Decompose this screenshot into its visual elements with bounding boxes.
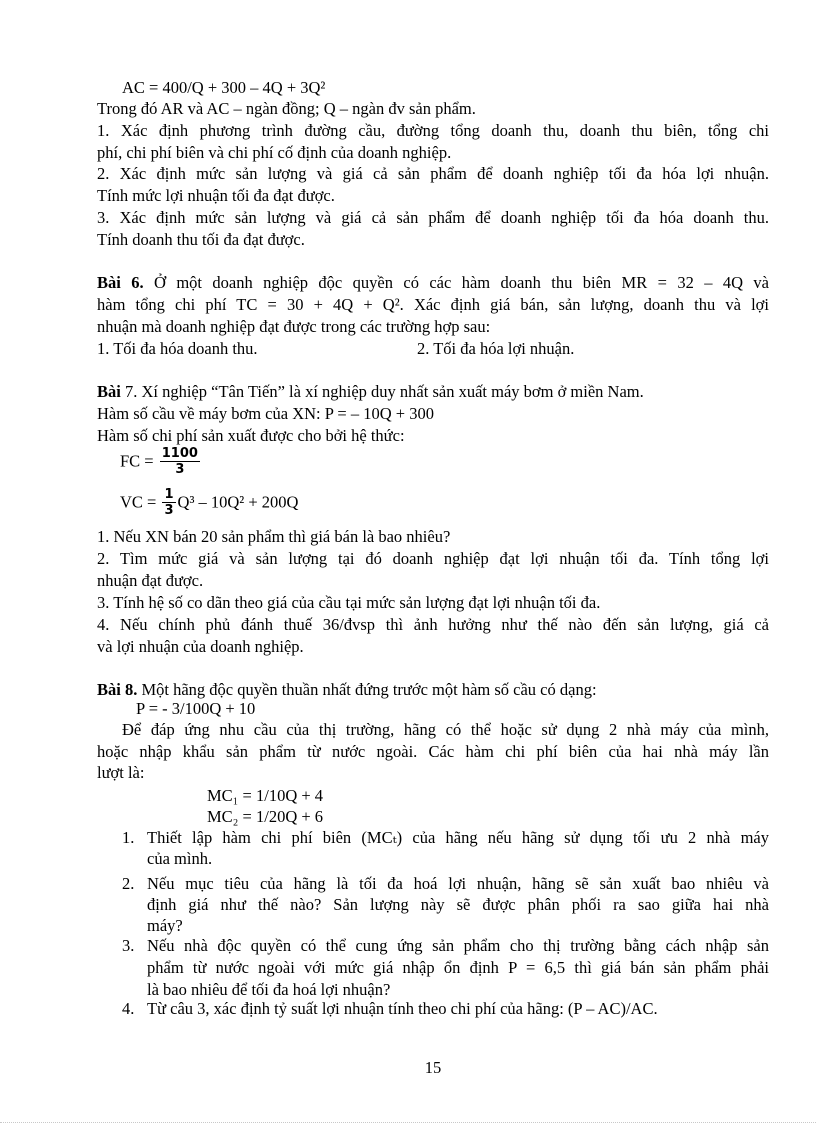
vc-denominator: 3: [164, 503, 174, 518]
top-q3-line2: Tính doanh thu tối đa đạt được.: [97, 230, 305, 249]
item-number: 4.: [122, 999, 135, 1018]
bai8-para-line1: Để đáp ứng nhu cầu của thị trường, hãng có thể hoặc sử dụng 2 nhà máy của mình,: [122, 720, 769, 739]
bai7-q2-line1: 2. Tìm mức giá và sản lượng tại đó doanh nghiệp đạt lợi nhuận tối đa. Tính tổng lợi: [97, 549, 769, 568]
vc-rest: Q³ – 10Q² + 200Q: [177, 492, 299, 512]
vc-label: VC =: [120, 492, 161, 512]
fc-numerator: 1100: [161, 446, 198, 461]
fc-formula: [120, 446, 202, 477]
ac-formula: AC = 400/Q + 300 – 4Q + 3Q²: [122, 78, 326, 97]
bai6-text1: Ở một doanh nghiệp độc quyền có các hàm doanh thu biên MR = 32 – 4Q và: [143, 273, 770, 292]
item-line: Nếu nhà độc quyền có thể cung ứng sản phẩm cho thị trường bằng cách nhập sản: [147, 936, 769, 955]
bai6-option-1: 1. Tối đa hóa doanh thu.: [97, 339, 258, 358]
bai6-line2: hàm tổng chi phí TC = 30 + 4Q + Q². Xác định giá bán, sản lượng, doanh thu và lợi: [97, 295, 769, 314]
bai7-demand: Hàm số cầu về máy bơm của XN: P = – 10Q + 300: [97, 404, 434, 423]
fc-fraction: [160, 446, 200, 477]
bai7-cost-intro: Hàm số chi phí sản xuất được cho bởi hệ thức:: [97, 426, 405, 445]
top-q2-line1: 2. Xác định mức sản lượng và giá cả sản phẩm để doanh nghiệp tối đa hóa lợi nhuận.: [97, 164, 769, 183]
item-line: Từ câu 3, xác định tỷ suất lợi nhuận tính theo chi phí của hãng: (P – AC)/AC.: [147, 999, 658, 1018]
bai7-label: Bài: [97, 382, 121, 401]
page-number: 15: [424, 1058, 442, 1077]
bai6-line3: nhuận mà doanh nghiệp đạt được trong các trường hợp sau:: [97, 317, 491, 336]
item-number: 3.: [122, 936, 135, 955]
bai8-para-line3: lượt là:: [97, 763, 145, 782]
bai7-q4-line2: và lợi nhuận của doanh nghiệp.: [97, 637, 304, 656]
top-q3-line1: 3. Xác định mức sản lượng và giá cả sản phẩm để doanh nghiệp tối đa hóa doanh thu.: [97, 208, 769, 227]
bai7-q3: 3. Tính hệ số co dãn theo giá của cầu tại mức sản lượng đạt lợi nhuận tối đa.: [97, 593, 601, 612]
mc2-formula: MC₂ = 1/20Q + 6: [207, 807, 324, 826]
bai8-text1: Một hãng độc quyền thuần nhất đứng trước một hàm số cầu có dạng:: [137, 680, 597, 699]
bai7-text1: 7. Xí nghiệp “Tân Tiến” là xí nghiệp duy nhất sản xuất máy bơm ở miền Nam.: [120, 382, 644, 401]
mc1-formula: MC₁ = 1/10Q + 4: [207, 786, 324, 805]
bai8-label: Bài 8.: [97, 680, 138, 699]
item-line: là bao nhiêu để tối đa hoá lợi nhuận?: [147, 980, 391, 999]
item-line: của mình.: [147, 849, 213, 868]
bai6-option-2: 2. Tối đa hóa lợi nhuận.: [417, 339, 575, 358]
item-line: định giá như thế nào? Sản lượng này sẽ được phân phối ra sao giữa hai nhà: [147, 895, 769, 914]
bai8-para-line2: hoặc nhập khẩu sản phẩm từ nước ngoài. Các hàm chi phí biên của hai nhà máy lần: [97, 742, 769, 761]
bai7-q2-line2: nhuận đạt được.: [97, 571, 204, 590]
top-q1-line2: phí, chi phí biên và chi phí cố định của doanh nghiệp.: [97, 143, 452, 162]
item-line: Nếu mục tiêu của hãng là tối đa hoá lợi nhuận, hãng sẽ sản xuất bao nhiêu và: [147, 874, 769, 893]
item-line: máy?: [147, 916, 183, 935]
fc-label: FC =: [120, 451, 158, 471]
top-q1-line1: 1. Xác định phương trình đường cầu, đường tổng doanh thu, doanh thu biên, tổng chi: [97, 121, 769, 140]
vc-formula: [120, 487, 298, 518]
top-q2-line2: Tính mức lợi nhuận tối đa đạt được.: [97, 186, 335, 205]
vc-numerator: 1: [164, 487, 174, 502]
item-line: phẩm từ nước ngoài với mức giá nhập ổn định P = 6,5 thì giá bán sản phẩm phải: [147, 958, 769, 977]
bai8-line1: [97, 679, 597, 700]
vc-fraction: [162, 487, 175, 518]
item-line: Thiết lập hàm chi phí biên (MCₜ) của hãng nếu hãng sử dụng tối ưu 2 nhà máy: [147, 828, 769, 847]
bai7-q1: 1. Nếu XN bán 20 sản phẩm thì giá bán là bao nhiêu?: [97, 527, 451, 546]
bai7-q4-line1: 4. Nếu chính phủ đánh thuế 36/đvsp thì ảnh hưởng như thế nào đến sản lượng, giá cả: [97, 615, 769, 634]
item-number: 1.: [122, 828, 135, 847]
bai6-label: Bài 6.: [97, 273, 144, 292]
bai7-line1: [97, 381, 644, 402]
bai6-line1: [97, 272, 769, 293]
item-number: 2.: [122, 874, 135, 893]
units-note: Trong đó AR và AC – ngàn đồng; Q – ngàn đv sản phẩm.: [97, 99, 476, 118]
bai8-demand: P = - 3/100Q + 10: [136, 699, 256, 718]
fc-denominator: 3: [175, 462, 185, 477]
